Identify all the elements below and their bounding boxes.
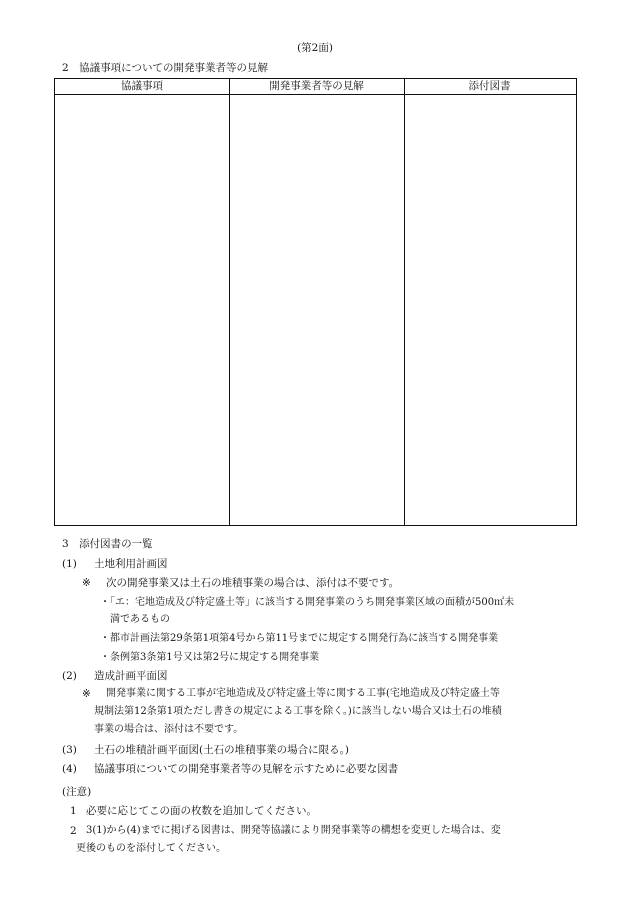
item-2-note-line-3: 事業の場合は、添付は不要です。 <box>94 724 244 735</box>
item-3-label: 土石の堆積計画平面図(土石の堆積事業の場合に限る。) <box>94 744 349 756</box>
section-2-title: 2 協議事項についての開発事業者等の見解 <box>62 62 268 74</box>
item-1-label: 土地利用計画図 <box>94 558 168 570</box>
table-column-divider <box>229 79 230 525</box>
section-3-title: 3 添付図書の一覧 <box>62 538 153 550</box>
table-column-divider <box>404 79 405 525</box>
item-2-number: (2) <box>62 670 77 682</box>
note-2-line-2: 更後のものを添付してください。 <box>76 843 226 854</box>
item-1-bullet-1-line-2: 満であるもの <box>110 614 170 625</box>
note-mark-icon: ※ <box>82 688 91 700</box>
item-3-number: (3) <box>62 744 77 756</box>
item-1-bullet-3: ・条例第3条第1号又は第2号に規定する開発事業 <box>100 652 320 663</box>
item-2-label: 造成計画平面図 <box>94 670 168 682</box>
item-4-number: (4) <box>62 763 77 775</box>
item-2-note-line-2: 規制法第12条第1項ただし書きの規定による工事を除く。)に該当しない場合又は土石の堆積 <box>94 706 502 717</box>
note-1-text: 必要に応じてこの面の枚数を追加してください。 <box>86 805 317 817</box>
note-2-line-1: 3(1)から(4)までに掲げる図書は、開発等協議により開発事業等の構想を変更した場合は、変 <box>86 825 501 836</box>
consultation-view-table <box>54 78 577 526</box>
note-mark-icon: ※ <box>82 577 91 589</box>
item-1-number: (1) <box>62 558 77 570</box>
table-header-consultation-items: 協議事項 <box>121 80 163 92</box>
note-1-number: 1 <box>70 805 77 817</box>
table-header-attached-documents: 添付図書 <box>468 80 511 92</box>
item-1-note-text: 次の開発事業又は土石の堆積事業の場合は、添付は不要です。 <box>106 577 400 589</box>
item-4-label: 協議事項についての開発事業者等の見解を示すために必要な図書 <box>94 763 399 775</box>
note-2-number: 2 <box>70 825 77 837</box>
item-1-bullet-2: ・都市計画法第29条第1項第4号から第11号までに規定する開発行為に該当する開発事業 <box>100 633 499 644</box>
notes-title: (注意) <box>62 786 92 798</box>
page-number: (第2面) <box>297 42 333 54</box>
item-2-note-line-1: 開発事業に関する工事が宅地造成及び特定盛土等に関する工事(宅地造成及び特定盛土等 <box>106 688 500 699</box>
table-header-row <box>55 79 576 95</box>
table-header-developer-views: 開発事業者等の見解 <box>269 80 364 92</box>
item-1-bullet-1-line-1: ・「エ：宅地造成及び特定盛土等」に該当する開発事業のうち開発事業区域の面積が500㎡未 <box>100 597 515 608</box>
